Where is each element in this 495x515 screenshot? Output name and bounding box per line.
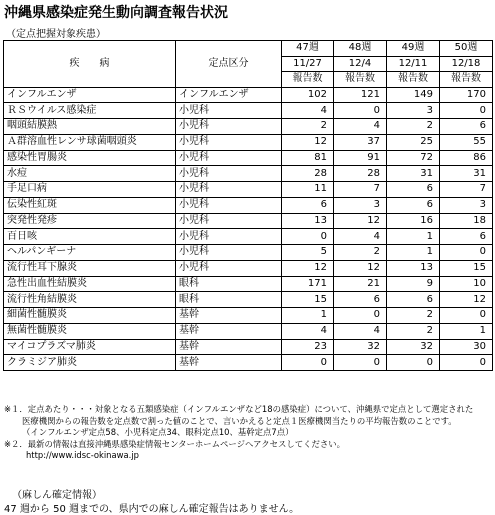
table-row <box>4 292 493 308</box>
count-cell: 4 <box>282 323 334 339</box>
count-cell: 13 <box>387 260 440 276</box>
table-row <box>4 103 493 119</box>
category-cell: 小児科 <box>176 166 282 182</box>
table-row <box>4 182 493 198</box>
disease-name-cell: Ａ群溶血性レンサ球菌咽頭炎 <box>4 134 176 150</box>
header-row-weeks <box>4 41 493 57</box>
disease-name-cell: 伝染性紅斑 <box>4 197 176 213</box>
count-cell: 91 <box>334 150 387 166</box>
category-cell: 基幹 <box>176 339 282 355</box>
disease-header: 疾 病 <box>4 41 176 88</box>
count-cell: 6 <box>387 292 440 308</box>
count-cell: 102 <box>282 87 334 103</box>
category-header: 定点区分 <box>176 41 282 88</box>
count-cell: 4 <box>282 103 334 119</box>
table-row <box>4 245 493 261</box>
count-cell: 3 <box>387 103 440 119</box>
count-cell: 16 <box>387 213 440 229</box>
category-cell: 小児科 <box>176 103 282 119</box>
footnote-line: ※１．定点あたり・・・対象となる五類感染症（インフルエンザなど18の感染症）について、沖縄県で定点として選定された <box>4 404 474 414</box>
count-cell: 6 <box>440 229 493 245</box>
table-row <box>4 323 493 339</box>
count-header: 報告数 <box>282 72 334 88</box>
table-row <box>4 213 493 229</box>
count-cell: 6 <box>387 182 440 198</box>
disease-name-cell: 手足口病 <box>4 182 176 198</box>
count-cell: 28 <box>282 166 334 182</box>
count-cell: 0 <box>282 229 334 245</box>
category-cell: 小児科 <box>176 229 282 245</box>
disease-name-cell: インフルエンザ <box>4 87 176 103</box>
count-cell: 0 <box>334 103 387 119</box>
category-cell: 基幹 <box>176 355 282 371</box>
count-cell: 0 <box>334 355 387 371</box>
count-cell: 55 <box>440 134 493 150</box>
table-row <box>4 276 493 292</box>
count-cell: 7 <box>440 182 493 198</box>
disease-name-cell: クラミジア肺炎 <box>4 355 176 371</box>
count-cell: 2 <box>387 308 440 324</box>
count-cell: 6 <box>387 197 440 213</box>
count-cell: 6 <box>334 292 387 308</box>
count-cell: 12 <box>282 260 334 276</box>
count-cell: 32 <box>334 339 387 355</box>
category-cell: 眼科 <box>176 276 282 292</box>
count-cell: 2 <box>387 119 440 135</box>
disease-name-cell: 無菌性髄膜炎 <box>4 323 176 339</box>
count-cell: 12 <box>334 260 387 276</box>
count-cell: 37 <box>334 134 387 150</box>
week-header: 50週 <box>440 41 493 57</box>
category-cell: 小児科 <box>176 260 282 276</box>
table-row <box>4 119 493 135</box>
page-title: 沖縄県感染症発生動向調査報告状況 <box>4 5 228 21</box>
table-row <box>4 87 493 103</box>
table-row <box>4 134 493 150</box>
count-cell: 7 <box>334 182 387 198</box>
table-subtitle: （定点把握対象疾患） <box>6 29 106 40</box>
count-cell: 4 <box>334 229 387 245</box>
category-cell: 小児科 <box>176 182 282 198</box>
count-cell: 149 <box>387 87 440 103</box>
count-header: 報告数 <box>334 72 387 88</box>
category-cell: 眼科 <box>176 292 282 308</box>
count-cell: 12 <box>282 134 334 150</box>
table-row <box>4 355 493 371</box>
count-cell: 1 <box>387 229 440 245</box>
measles-section-body: 47 週から 50 週までの、県内での麻しん確定報告はありません。 <box>4 504 300 515</box>
count-cell: 4 <box>334 119 387 135</box>
count-cell: 10 <box>440 276 493 292</box>
count-cell: 4 <box>334 323 387 339</box>
table-row <box>4 308 493 324</box>
count-cell: 25 <box>387 134 440 150</box>
count-cell: 6 <box>440 119 493 135</box>
count-cell: 171 <box>282 276 334 292</box>
count-cell: 31 <box>440 166 493 182</box>
date-header: 12/18 <box>440 56 493 72</box>
disease-name-cell: 百日咳 <box>4 229 176 245</box>
date-header: 12/4 <box>334 56 387 72</box>
table-row <box>4 260 493 276</box>
count-cell: 81 <box>282 150 334 166</box>
count-header: 報告数 <box>387 72 440 88</box>
count-cell: 11 <box>282 182 334 198</box>
disease-name-cell: マイコプラズマ肺炎 <box>4 339 176 355</box>
category-cell: 基幹 <box>176 323 282 339</box>
count-cell: 0 <box>440 103 493 119</box>
disease-name-cell: ＲＳウイルス感染症 <box>4 103 176 119</box>
disease-name-cell: 流行性角結膜炎 <box>4 292 176 308</box>
table-row <box>4 339 493 355</box>
category-cell: 基幹 <box>176 308 282 324</box>
count-cell: 0 <box>440 308 493 324</box>
category-cell: 小児科 <box>176 197 282 213</box>
count-cell: 3 <box>334 197 387 213</box>
count-cell: 23 <box>282 339 334 355</box>
footnote-line: （インフルエンザ定点58、小児科定点34、眼科定点10、基幹定点7点） <box>22 427 294 437</box>
week-header: 48週 <box>334 41 387 57</box>
count-cell: 6 <box>282 197 334 213</box>
count-cell: 2 <box>334 245 387 261</box>
count-cell: 2 <box>387 323 440 339</box>
count-cell: 0 <box>334 308 387 324</box>
count-cell: 2 <box>282 119 334 135</box>
count-cell: 18 <box>440 213 493 229</box>
count-cell: 12 <box>334 213 387 229</box>
category-cell: 小児科 <box>176 245 282 261</box>
footnote-line: 医療機関からの報告数を定点数で割った値のことで、言いかえると定点１医療機関当たりの平均報告数のことです。 <box>22 415 457 426</box>
count-cell: 15 <box>440 260 493 276</box>
count-cell: 0 <box>282 355 334 371</box>
disease-name-cell: 細菌性髄膜炎 <box>4 308 176 324</box>
count-cell: 170 <box>440 87 493 103</box>
count-cell: 32 <box>387 339 440 355</box>
footnote-line: ※２．最新の情報は直接沖縄県感染症情報センターホームページへアクセスしてください。 <box>4 438 346 449</box>
disease-name-cell: 突発性発疹 <box>4 213 176 229</box>
count-cell: 12 <box>440 292 493 308</box>
disease-name-cell: 流行性耳下腺炎 <box>4 260 176 276</box>
disease-name-cell: ヘルパンギーナ <box>4 245 176 261</box>
count-cell: 121 <box>334 87 387 103</box>
count-cell: 30 <box>440 339 493 355</box>
category-cell: 小児科 <box>176 213 282 229</box>
category-cell: インフルエンザ <box>176 87 282 103</box>
count-cell: 5 <box>282 245 334 261</box>
date-header: 12/11 <box>387 56 440 72</box>
count-cell: 15 <box>282 292 334 308</box>
footnotes <box>4 404 492 462</box>
count-cell: 1 <box>282 308 334 324</box>
footnote-link[interactable]: http://www.idsc-okinawa.jp <box>26 450 139 460</box>
count-cell: 13 <box>282 213 334 229</box>
count-cell: 3 <box>440 197 493 213</box>
table-row <box>4 150 493 166</box>
count-cell: 1 <box>440 323 493 339</box>
count-cell: 0 <box>440 245 493 261</box>
category-cell: 小児科 <box>176 150 282 166</box>
count-cell: 31 <box>387 166 440 182</box>
count-cell: 21 <box>334 276 387 292</box>
disease-name-cell: 急性出血性結膜炎 <box>4 276 176 292</box>
table-row <box>4 197 493 213</box>
category-cell: 小児科 <box>176 134 282 150</box>
table-row <box>4 166 493 182</box>
disease-name-cell: 咽頭結膜熱 <box>4 119 176 135</box>
count-header: 報告数 <box>440 72 493 88</box>
table-row <box>4 229 493 245</box>
count-cell: 0 <box>387 355 440 371</box>
disease-name-cell: 水痘 <box>4 166 176 182</box>
week-header: 49週 <box>387 41 440 57</box>
category-cell: 小児科 <box>176 119 282 135</box>
week-header: 47週 <box>282 41 334 57</box>
count-cell: 72 <box>387 150 440 166</box>
disease-name-cell: 感染性胃腸炎 <box>4 150 176 166</box>
count-cell: 28 <box>334 166 387 182</box>
count-cell: 86 <box>440 150 493 166</box>
measles-section-title: （麻しん確定情報） <box>12 490 102 501</box>
report-table <box>3 40 493 371</box>
count-cell: 9 <box>387 276 440 292</box>
date-header: 11/27 <box>282 56 334 72</box>
count-cell: 0 <box>440 355 493 371</box>
count-cell: 1 <box>387 245 440 261</box>
